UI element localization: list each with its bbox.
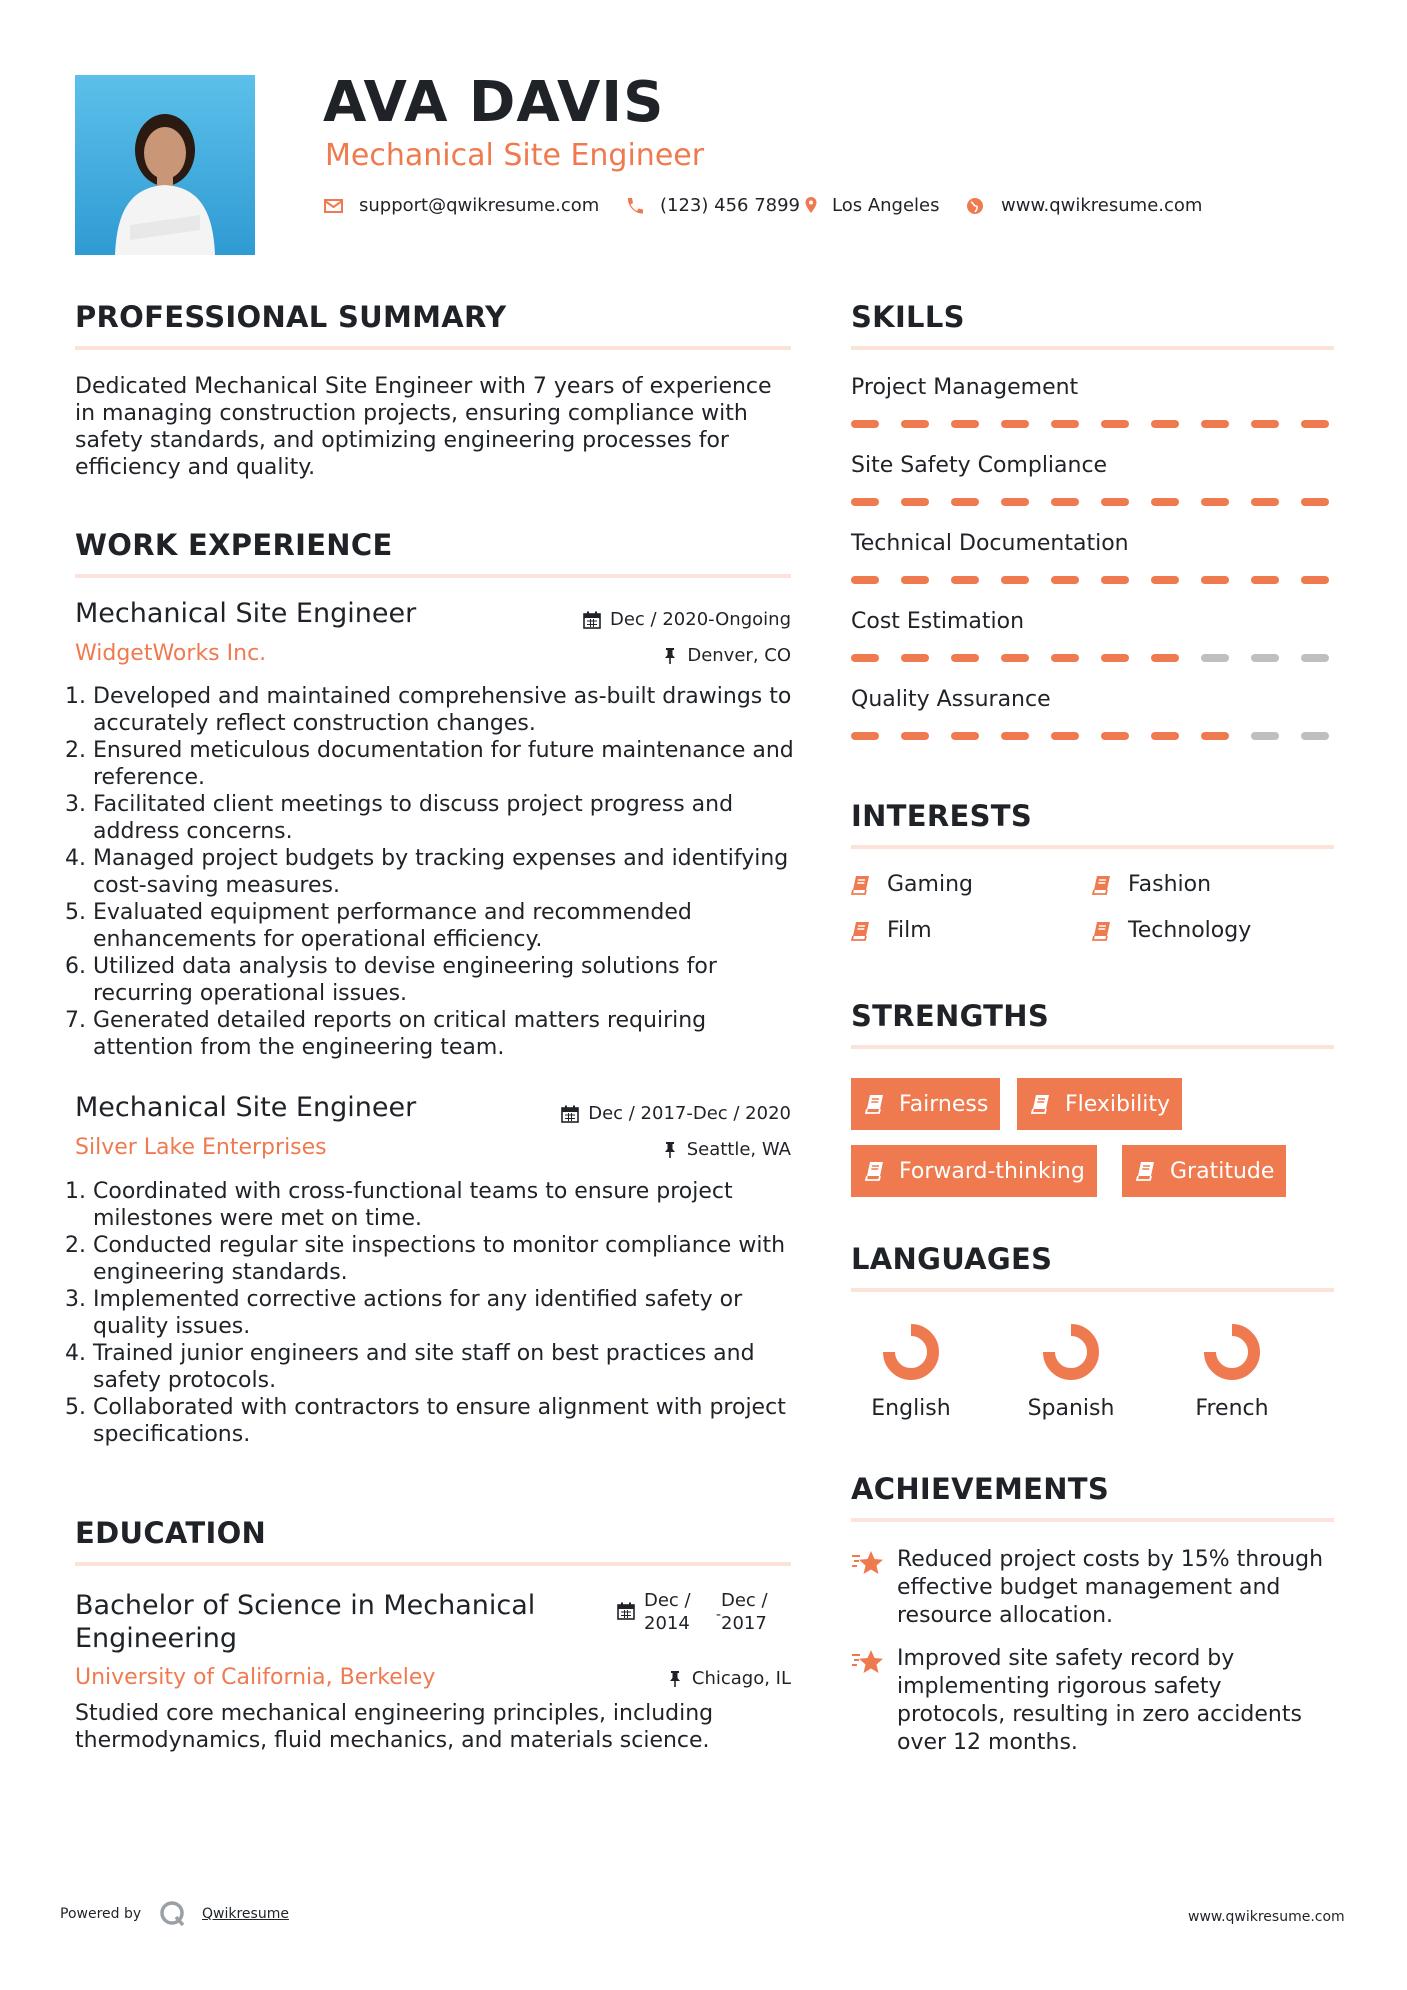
strength-label: Gratitude <box>1170 1158 1275 1184</box>
book-icon <box>1136 1161 1156 1181</box>
rating-dash-filled <box>1151 498 1179 506</box>
company-name: Silver Lake Enterprises <box>75 1135 327 1160</box>
email-text: support@qwikresume.com <box>359 195 600 216</box>
strength-label: Flexibility <box>1065 1091 1170 1117</box>
edu-start-year: 2014 <box>644 1613 690 1634</box>
phone-icon <box>624 196 646 216</box>
rating-dash-filled <box>1151 420 1179 428</box>
summary-heading: PROFESSIONAL SUMMARY <box>75 300 507 334</box>
skill-item <box>851 375 1334 453</box>
language-item <box>1180 1322 1284 1421</box>
rating-dash-filled <box>1251 576 1279 584</box>
education-divider <box>75 1562 791 1566</box>
calendar-icon <box>617 1602 635 1624</box>
rating-dash-filled <box>851 420 879 428</box>
education-heading: EDUCATION <box>75 1516 267 1550</box>
job-dates <box>500 1103 791 1124</box>
skill-rating <box>851 732 1334 740</box>
rating-dash-filled <box>1301 498 1329 506</box>
book-icon <box>865 1161 885 1181</box>
qwikresume-link[interactable]: Qwikresume <box>202 1906 289 1922</box>
star-icon <box>851 1649 885 1677</box>
achievements-heading: ACHIEVEMENTS <box>851 1472 1110 1506</box>
strength-badge <box>1122 1145 1286 1197</box>
job-location <box>500 1139 791 1160</box>
achievement-text: Improved site safety record by implementing rigorous safety protocols, resulting in zero accidents over 12 months. <box>897 1646 1302 1755</box>
rating-dash-empty <box>1201 654 1229 662</box>
skill-name: Cost Estimation <box>851 609 1025 634</box>
skill-rating <box>851 576 1334 584</box>
experience-divider <box>75 574 791 578</box>
rating-dash-filled <box>1051 420 1079 428</box>
skill-name: Technical Documentation <box>851 531 1129 556</box>
job-location <box>500 645 791 666</box>
edu-location-text: Chicago, IL <box>691 1668 791 1689</box>
rating-dash-filled <box>1151 576 1179 584</box>
summary-text: Dedicated Mechanical Site Engineer with 7 years of experience in managing construction projects, ensuring compliance with safety standards, and optimizing engineering processes for efficiency and quality. <box>75 374 772 480</box>
edu-end-month: Dec / <box>721 1590 768 1611</box>
interest-label: Fashion <box>1128 872 1212 897</box>
duty-item: 5. Evaluated equipment performance and recommended enhancements for operational efficiency. <box>93 899 813 953</box>
strength-badge <box>851 1078 1000 1130</box>
degree-line-2: Engineering <box>75 1623 237 1654</box>
qwikresume-logo-icon <box>158 1899 188 1933</box>
degree-line-1: Bachelor of Science in Mechanical <box>75 1590 536 1621</box>
skills-heading: SKILLS <box>851 300 965 334</box>
globe-icon <box>965 196 987 216</box>
star-icon <box>851 1550 885 1578</box>
rating-dash-filled <box>1001 420 1029 428</box>
interest-item <box>1092 918 1251 943</box>
date-separator: - <box>716 1607 722 1623</box>
book-icon <box>851 921 871 941</box>
skill-item <box>851 609 1334 687</box>
language-level-ring <box>1202 1322 1262 1382</box>
rating-dash-filled <box>951 732 979 740</box>
language-item <box>859 1322 963 1421</box>
rating-dash-filled <box>901 498 929 506</box>
book-icon <box>1031 1094 1051 1114</box>
duty-item: 5. Collaborated with contractors to ensure alignment with project specifications. <box>93 1394 813 1448</box>
strength-badge <box>1017 1078 1182 1130</box>
rating-dash-filled <box>1101 654 1129 662</box>
rating-dash-filled <box>851 732 879 740</box>
skill-rating <box>851 420 1334 428</box>
duty-list <box>73 683 813 1061</box>
skills-list <box>851 375 1334 765</box>
skill-name: Quality Assurance <box>851 687 1051 712</box>
interest-item <box>851 918 932 943</box>
job-title: Mechanical Site Engineer <box>75 598 417 629</box>
experience-heading: WORK EXPERIENCE <box>75 528 393 562</box>
edu-end-year: 2017 <box>721 1613 767 1634</box>
rating-dash-filled <box>901 576 929 584</box>
rating-dash-filled <box>1001 498 1029 506</box>
rating-dash-filled <box>1201 732 1229 740</box>
strength-label: Fairness <box>899 1091 989 1117</box>
rating-dash-filled <box>1101 576 1129 584</box>
language-level-ring <box>1041 1322 1101 1382</box>
duty-item: 1. Developed and maintained comprehensive as-built drawings to accurately reflect construction changes. <box>93 683 813 737</box>
duty-item: 1. Coordinated with cross-functional teams to ensure project milestones were met on time. <box>93 1178 813 1232</box>
interest-item <box>1092 872 1211 897</box>
profile-photo <box>75 75 255 255</box>
language-level-ring <box>881 1322 941 1382</box>
language-level-arc <box>1049 1330 1093 1374</box>
rating-dash-filled <box>1201 498 1229 506</box>
envelope-icon <box>323 196 345 216</box>
candidate-title: Mechanical Site Engineer <box>325 138 705 173</box>
language-level-arc <box>889 1330 933 1374</box>
pushpin-icon <box>663 1141 677 1159</box>
duty-item: 3. Implemented corrective actions for any identified safety or quality issues. <box>93 1286 813 1340</box>
rating-dash-filled <box>1001 576 1029 584</box>
job-dates-text: Dec / 2017-Dec / 2020 <box>588 1103 791 1124</box>
rating-dash-filled <box>901 420 929 428</box>
rating-dash-filled <box>1301 420 1329 428</box>
achievements-divider <box>851 1518 1334 1522</box>
rating-dash-filled <box>1101 420 1129 428</box>
language-label: French <box>1195 1396 1269 1421</box>
duty-item: 2. Ensured meticulous documentation for future maintenance and reference. <box>93 737 813 791</box>
skill-name: Project Management <box>851 375 1079 400</box>
interest-label: Film <box>887 918 932 943</box>
language-label: English <box>871 1396 951 1421</box>
rating-dash-filled <box>1051 576 1079 584</box>
rating-dash-filled <box>901 654 929 662</box>
interest-item <box>851 872 973 897</box>
company-name: WidgetWorks Inc. <box>75 641 267 666</box>
edu-location <box>500 1668 791 1689</box>
edu-start-month: Dec / <box>644 1590 691 1611</box>
location-pin-icon <box>804 196 818 216</box>
phone-text: (123) 456 7899 <box>660 195 801 216</box>
job-location-text: Denver, CO <box>687 645 791 666</box>
duty-list <box>73 1178 813 1448</box>
rating-dash-filled <box>1051 498 1079 506</box>
skill-name: Site Safety Compliance <box>851 453 1108 478</box>
rating-dash-empty <box>1251 732 1279 740</box>
book-icon <box>1092 875 1112 895</box>
contact-location <box>804 195 940 216</box>
rating-dash-filled <box>1101 732 1129 740</box>
achievement-item <box>851 1546 1334 1630</box>
rating-dash-filled <box>1301 576 1329 584</box>
rating-dash-filled <box>1201 576 1229 584</box>
duty-item: 7. Generated detailed reports on critical matters requiring attention from the engineering team. <box>93 1007 813 1061</box>
footer-website[interactable]: www.qwikresume.com <box>1188 1909 1345 1925</box>
rating-dash-filled <box>951 654 979 662</box>
rating-dash-filled <box>1201 420 1229 428</box>
rating-dash-filled <box>1001 732 1029 740</box>
rating-dash-filled <box>1001 654 1029 662</box>
calendar-icon <box>583 611 601 629</box>
book-icon <box>851 875 871 895</box>
rating-dash-filled <box>901 732 929 740</box>
language-item <box>1019 1322 1123 1421</box>
rating-dash-filled <box>1151 732 1179 740</box>
pushpin-icon <box>663 647 677 665</box>
duty-item: 4. Trained junior engineers and site staff on best practices and safety protocols. <box>93 1340 813 1394</box>
job-dates <box>500 609 791 630</box>
duty-item: 6. Utilized data analysis to devise engineering solutions for recurring operational issues. <box>93 953 813 1007</box>
rating-dash-filled <box>1051 654 1079 662</box>
interests-heading: INTERESTS <box>851 799 1033 833</box>
language-level-arc <box>1210 1330 1254 1374</box>
rating-dash-empty <box>1301 654 1329 662</box>
language-label: Spanish <box>1027 1396 1115 1421</box>
rating-dash-filled <box>851 654 879 662</box>
book-icon <box>1092 921 1112 941</box>
rating-dash-empty <box>1301 732 1329 740</box>
interests-divider <box>851 845 1334 849</box>
rating-dash-filled <box>1051 732 1079 740</box>
website-text: www.qwikresume.com <box>1001 195 1203 216</box>
strength-badge <box>851 1145 1097 1197</box>
rating-dash-filled <box>951 420 979 428</box>
languages-divider <box>851 1288 1334 1292</box>
duty-item: 3. Facilitated client meetings to discuss project progress and address concerns. <box>93 791 813 845</box>
education-description: Studied core mechanical engineering principles, including thermodynamics, fluid mechanics, and materials science. <box>75 1701 714 1753</box>
contact-phone[interactable] <box>624 195 800 216</box>
duty-item: 4. Managed project budgets by tracking expenses and identifying cost-saving measures. <box>93 845 813 899</box>
achievement-item <box>851 1645 1334 1757</box>
strengths-heading: STRENGTHS <box>851 999 1050 1033</box>
skills-divider <box>851 346 1334 350</box>
skill-item <box>851 687 1334 765</box>
rating-dash-filled <box>851 576 879 584</box>
skill-rating <box>851 498 1334 506</box>
contact-email[interactable] <box>323 195 599 216</box>
rating-dash-empty <box>1251 654 1279 662</box>
rating-dash-filled <box>951 576 979 584</box>
location-text: Los Angeles <box>832 195 940 216</box>
rating-dash-filled <box>1251 420 1279 428</box>
skill-item <box>851 531 1334 609</box>
rating-dash-filled <box>1101 498 1129 506</box>
skill-item <box>851 453 1334 531</box>
rating-dash-filled <box>851 498 879 506</box>
powered-by-text: Powered by <box>60 1906 142 1922</box>
achievement-text: Reduced project costs by 15% through effective budget management and resource allocation. <box>897 1547 1324 1628</box>
strength-label: Forward-thinking <box>899 1158 1085 1184</box>
strengths-divider <box>851 1045 1334 1049</box>
pushpin-icon <box>668 1670 682 1688</box>
candidate-name: AVA DAVIS <box>323 70 665 135</box>
rating-dash-filled <box>1151 654 1179 662</box>
rating-dash-filled <box>951 498 979 506</box>
rating-dash-filled <box>1251 498 1279 506</box>
job-location-text: Seattle, WA <box>686 1139 791 1160</box>
duty-item: 2. Conducted regular site inspections to monitor compliance with engineering standards. <box>93 1232 813 1286</box>
interest-label: Technology <box>1128 918 1252 943</box>
interest-label: Gaming <box>887 872 973 897</box>
contact-website[interactable] <box>965 195 1202 216</box>
job-title: Mechanical Site Engineer <box>75 1092 417 1123</box>
book-icon <box>865 1094 885 1114</box>
school-name: University of California, Berkeley <box>75 1665 436 1690</box>
calendar-icon <box>561 1105 579 1123</box>
summary-divider <box>75 346 791 350</box>
languages-heading: LANGUAGES <box>851 1242 1053 1276</box>
skill-rating <box>851 654 1334 662</box>
job-dates-text: Dec / 2020-Ongoing <box>610 609 791 630</box>
